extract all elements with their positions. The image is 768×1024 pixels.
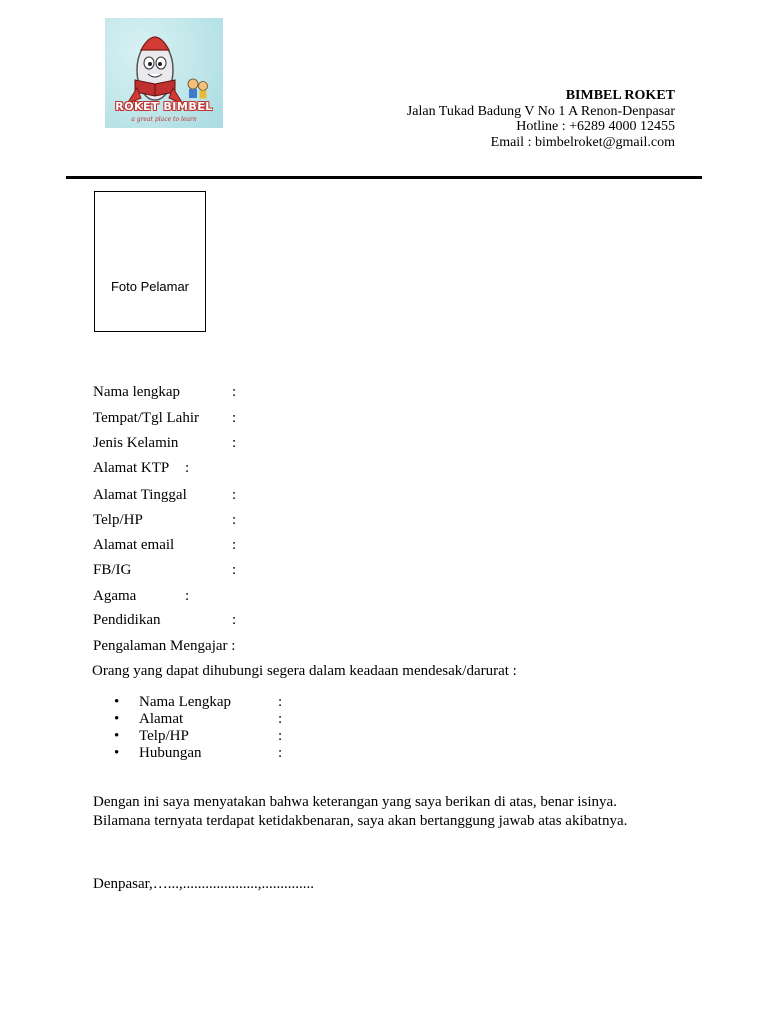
field-colon: : [232,384,237,400]
field-alamat-tinggal [93,487,237,504]
list-item-colon: : [278,711,283,727]
bullet-icon: • [114,694,120,710]
field-pendidikan [93,612,237,629]
applicant-photo-box [94,191,206,332]
photo-label: Foto Pelamar [110,279,190,294]
field-label: Alamat Tinggal [93,487,187,503]
field-colon: : [232,410,237,426]
field-tempat-tgl-lahir [93,410,237,427]
company-hotline: Hotline : +6289 4000 12455 [516,119,675,134]
logo-wordmark: ROKET BIMBEL [115,100,213,113]
field-nama-lengkap [93,384,237,401]
list-item-colon: : [278,728,283,744]
field-colon: : [232,537,237,553]
list-item-label: Telp/HP [139,728,189,744]
bullet-icon: • [114,728,120,744]
field-fb-ig [93,562,237,579]
field-colon: : [232,487,237,503]
field-label: Jenis Kelamin [93,435,179,451]
field-colon: : [185,588,190,604]
field-label: Alamat email [93,537,175,553]
field-jenis-kelamin [93,435,237,452]
field-label: Agama [93,588,137,604]
field-colon: : [232,612,237,628]
field-colon: : [232,435,237,451]
statement-line-2: Bilamana ternyata terdapat ketidakbenaran, saya akan bertanggung jawab atas akibatnya. [93,813,628,829]
field-colon: : [232,512,237,528]
field-label: FB/IG [93,562,132,578]
company-logo [105,18,223,128]
company-address: Jalan Tukad Badung V No 1 A Renon-Denpasar [406,103,675,119]
list-item-label: Alamat [139,711,184,727]
list-item-label: Hubungan [139,745,202,761]
field-pengalaman-mengajar [93,638,235,655]
field-alamat-email [93,537,237,554]
emergency-intro: Orang yang dapat dihubungi segera dalam keadaan mendesak/darurat : [92,663,517,679]
list-item-colon: : [278,694,283,710]
field-label: Alamat KTP [93,460,170,476]
statement-line-1: Dengan ini saya menyatakan bahwa keterangan yang saya berikan di atas, benar isinya. [93,794,617,810]
list-item-label: Nama Lengkap [139,694,232,710]
letterhead [407,88,675,150]
bullet-icon: • [114,745,120,761]
signature-place-date: Denpasar,…...,....................,.............. [93,876,315,892]
list-item-colon: : [278,745,283,761]
field-label: Telp/HP [93,512,143,528]
field-agama [93,588,190,605]
logo-tagline: a great place to learn [131,116,197,123]
field-telp-hp [93,512,237,529]
field-label: Pengalaman Mengajar : [93,638,236,654]
field-colon: : [185,460,190,476]
company-name: BIMBEL ROKET [565,88,675,103]
bullet-icon: • [114,711,120,727]
field-label: Nama lengkap [93,384,181,400]
field-colon: : [232,562,237,578]
field-alamat-ktp [93,460,190,477]
header-divider [66,176,702,179]
company-email: Email : bimbelroket@gmail.com [490,134,675,150]
field-label: Tempat/Tgl Lahir [93,410,199,426]
field-label: Pendidikan [93,612,161,628]
